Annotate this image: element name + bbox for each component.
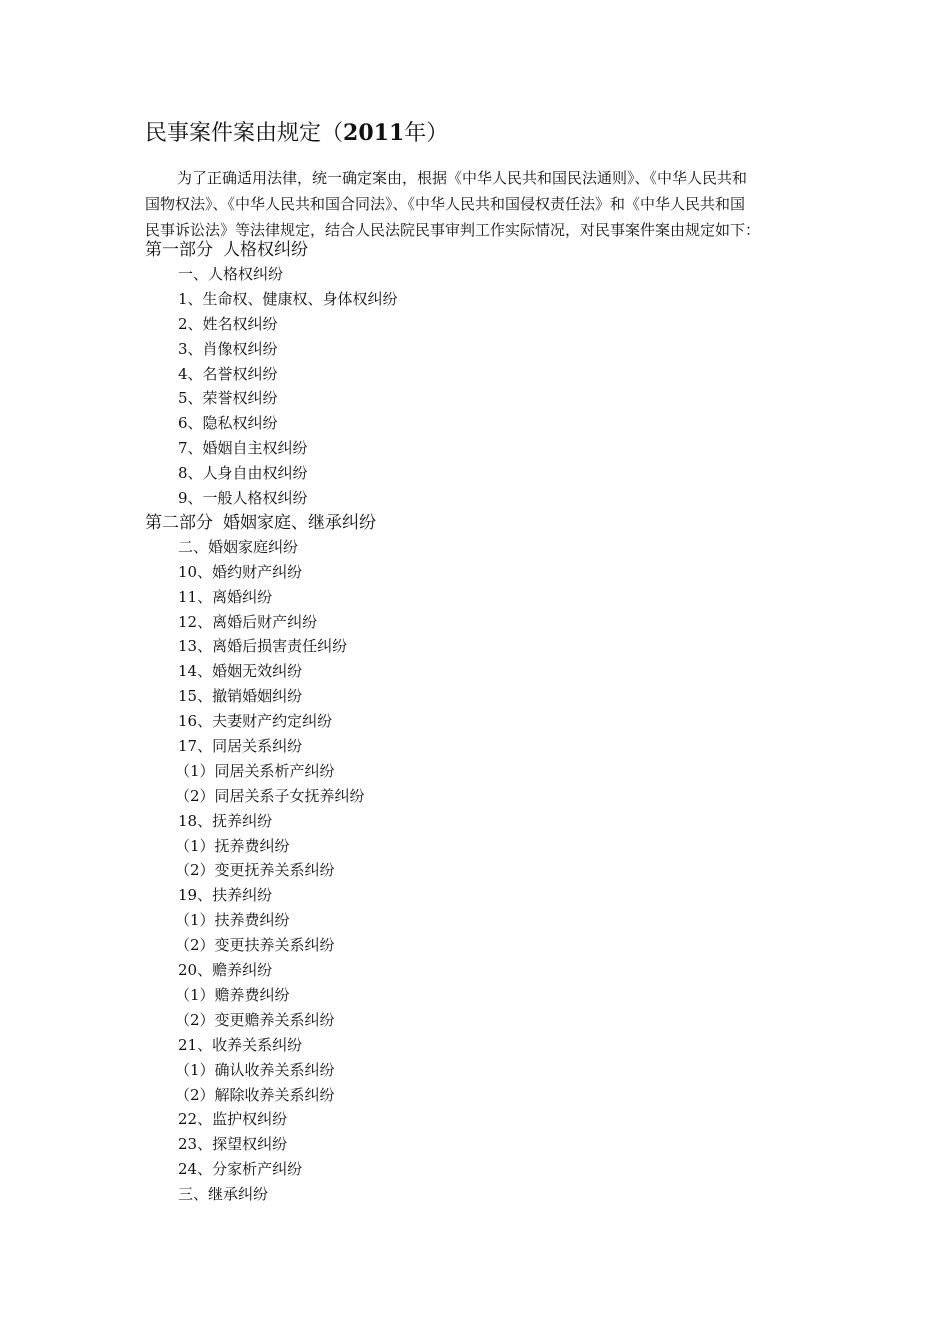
case-list [145, 238, 810, 1207]
list-item: 6、隐私权纠纷 [178, 414, 278, 433]
list-item: 24、分家析产纠纷 [178, 1160, 303, 1179]
list-item: 16、夫妻财产约定纠纷 [178, 712, 333, 731]
list-item: 19、扶养纠纷 [178, 886, 273, 905]
list-item: 23、探望权纠纷 [178, 1135, 288, 1154]
intro-paragraph [145, 165, 810, 243]
list-item: 三、继承纠纷 [178, 1185, 269, 1204]
list-item: 11、离婚纠纷 [178, 587, 273, 606]
list-item: 9、一般人格权纠纷 [178, 489, 308, 508]
list-item: 7、婚姻自主权纠纷 [178, 439, 308, 458]
list-item: 一、人格权纠纷 [178, 265, 284, 283]
title-year: 2011 [343, 120, 405, 146]
list-item: 22、监护权纠纷 [178, 1110, 288, 1129]
list-item: 13、离婚后损害责任纠纷 [178, 637, 348, 656]
list-item: 20、赡养纠纷 [178, 961, 273, 980]
sub-list-item: （2）变更抚养关系纠纷 [175, 861, 335, 880]
sub-list-item: （2）同居关系子女抚养纠纷 [175, 786, 365, 805]
list-item: 1、生命权、健康权、身体权纠纷 [178, 289, 398, 308]
sub-list-item: （2）变更赡养关系纠纷 [175, 1010, 335, 1029]
intro-line: 国物权法》、《中华人民共和国合同法》、《中华人民共和国侵权责任法》和《中华人民共和国 [145, 195, 746, 213]
intro-line: 为了正确适用法律，统一确定案由，根据《中华人民共和国民法通则》、《中华人民共和 [177, 169, 748, 187]
list-item: 18、抚养纠纷 [178, 811, 273, 830]
sub-list-item: （1）抚养费纠纷 [175, 836, 290, 855]
title-prefix: 民事案件案由规定（ [145, 121, 344, 146]
list-item: 15、撤销婚姻纠纷 [178, 687, 303, 706]
sub-list-item: （1）同居关系析产纠纷 [175, 761, 335, 780]
part-heading [145, 238, 810, 262]
sub-list-item: （1）赡养费纠纷 [175, 985, 290, 1004]
document-title [145, 116, 448, 151]
part-heading [145, 511, 810, 535]
intro-line: 民事诉讼法》等法律规定，结合人民法院民事审判工作实际情况，对民事案件案由规定如下： [145, 221, 761, 239]
part-name: 婚姻家庭、继承纠纷 [223, 512, 376, 533]
title-suffix: 年） [404, 121, 449, 146]
list-item: 21、收养关系纠纷 [178, 1035, 303, 1054]
sub-list-item: （1）扶养费纠纷 [175, 911, 290, 930]
list-item: 17、同居关系纠纷 [178, 737, 303, 756]
list-item: 10、婚约财产纠纷 [178, 562, 303, 581]
list-item: 5、荣誉权纠纷 [178, 389, 278, 408]
list-item: 2、姓名权纠纷 [178, 314, 278, 333]
list-item: 二、婚姻家庭纠纷 [178, 537, 299, 556]
list-item: 3、肖像权纠纷 [178, 339, 278, 358]
part-name: 人格权纠纷 [223, 240, 308, 260]
part-label: 第二部分 [145, 512, 213, 533]
part-label: 第一部分 [145, 240, 213, 260]
sub-list-item: （2）变更扶养关系纠纷 [175, 936, 335, 955]
list-item: 8、人身自由权纠纷 [178, 464, 308, 483]
list-item: 12、离婚后财产纠纷 [178, 612, 318, 631]
sub-list-item: （2）解除收养关系纠纷 [175, 1085, 335, 1104]
list-item: 14、婚姻无效纠纷 [178, 662, 303, 681]
sub-list-item: （1）确认收养关系纠纷 [175, 1060, 335, 1079]
list-item: 4、名誉权纠纷 [178, 364, 278, 383]
